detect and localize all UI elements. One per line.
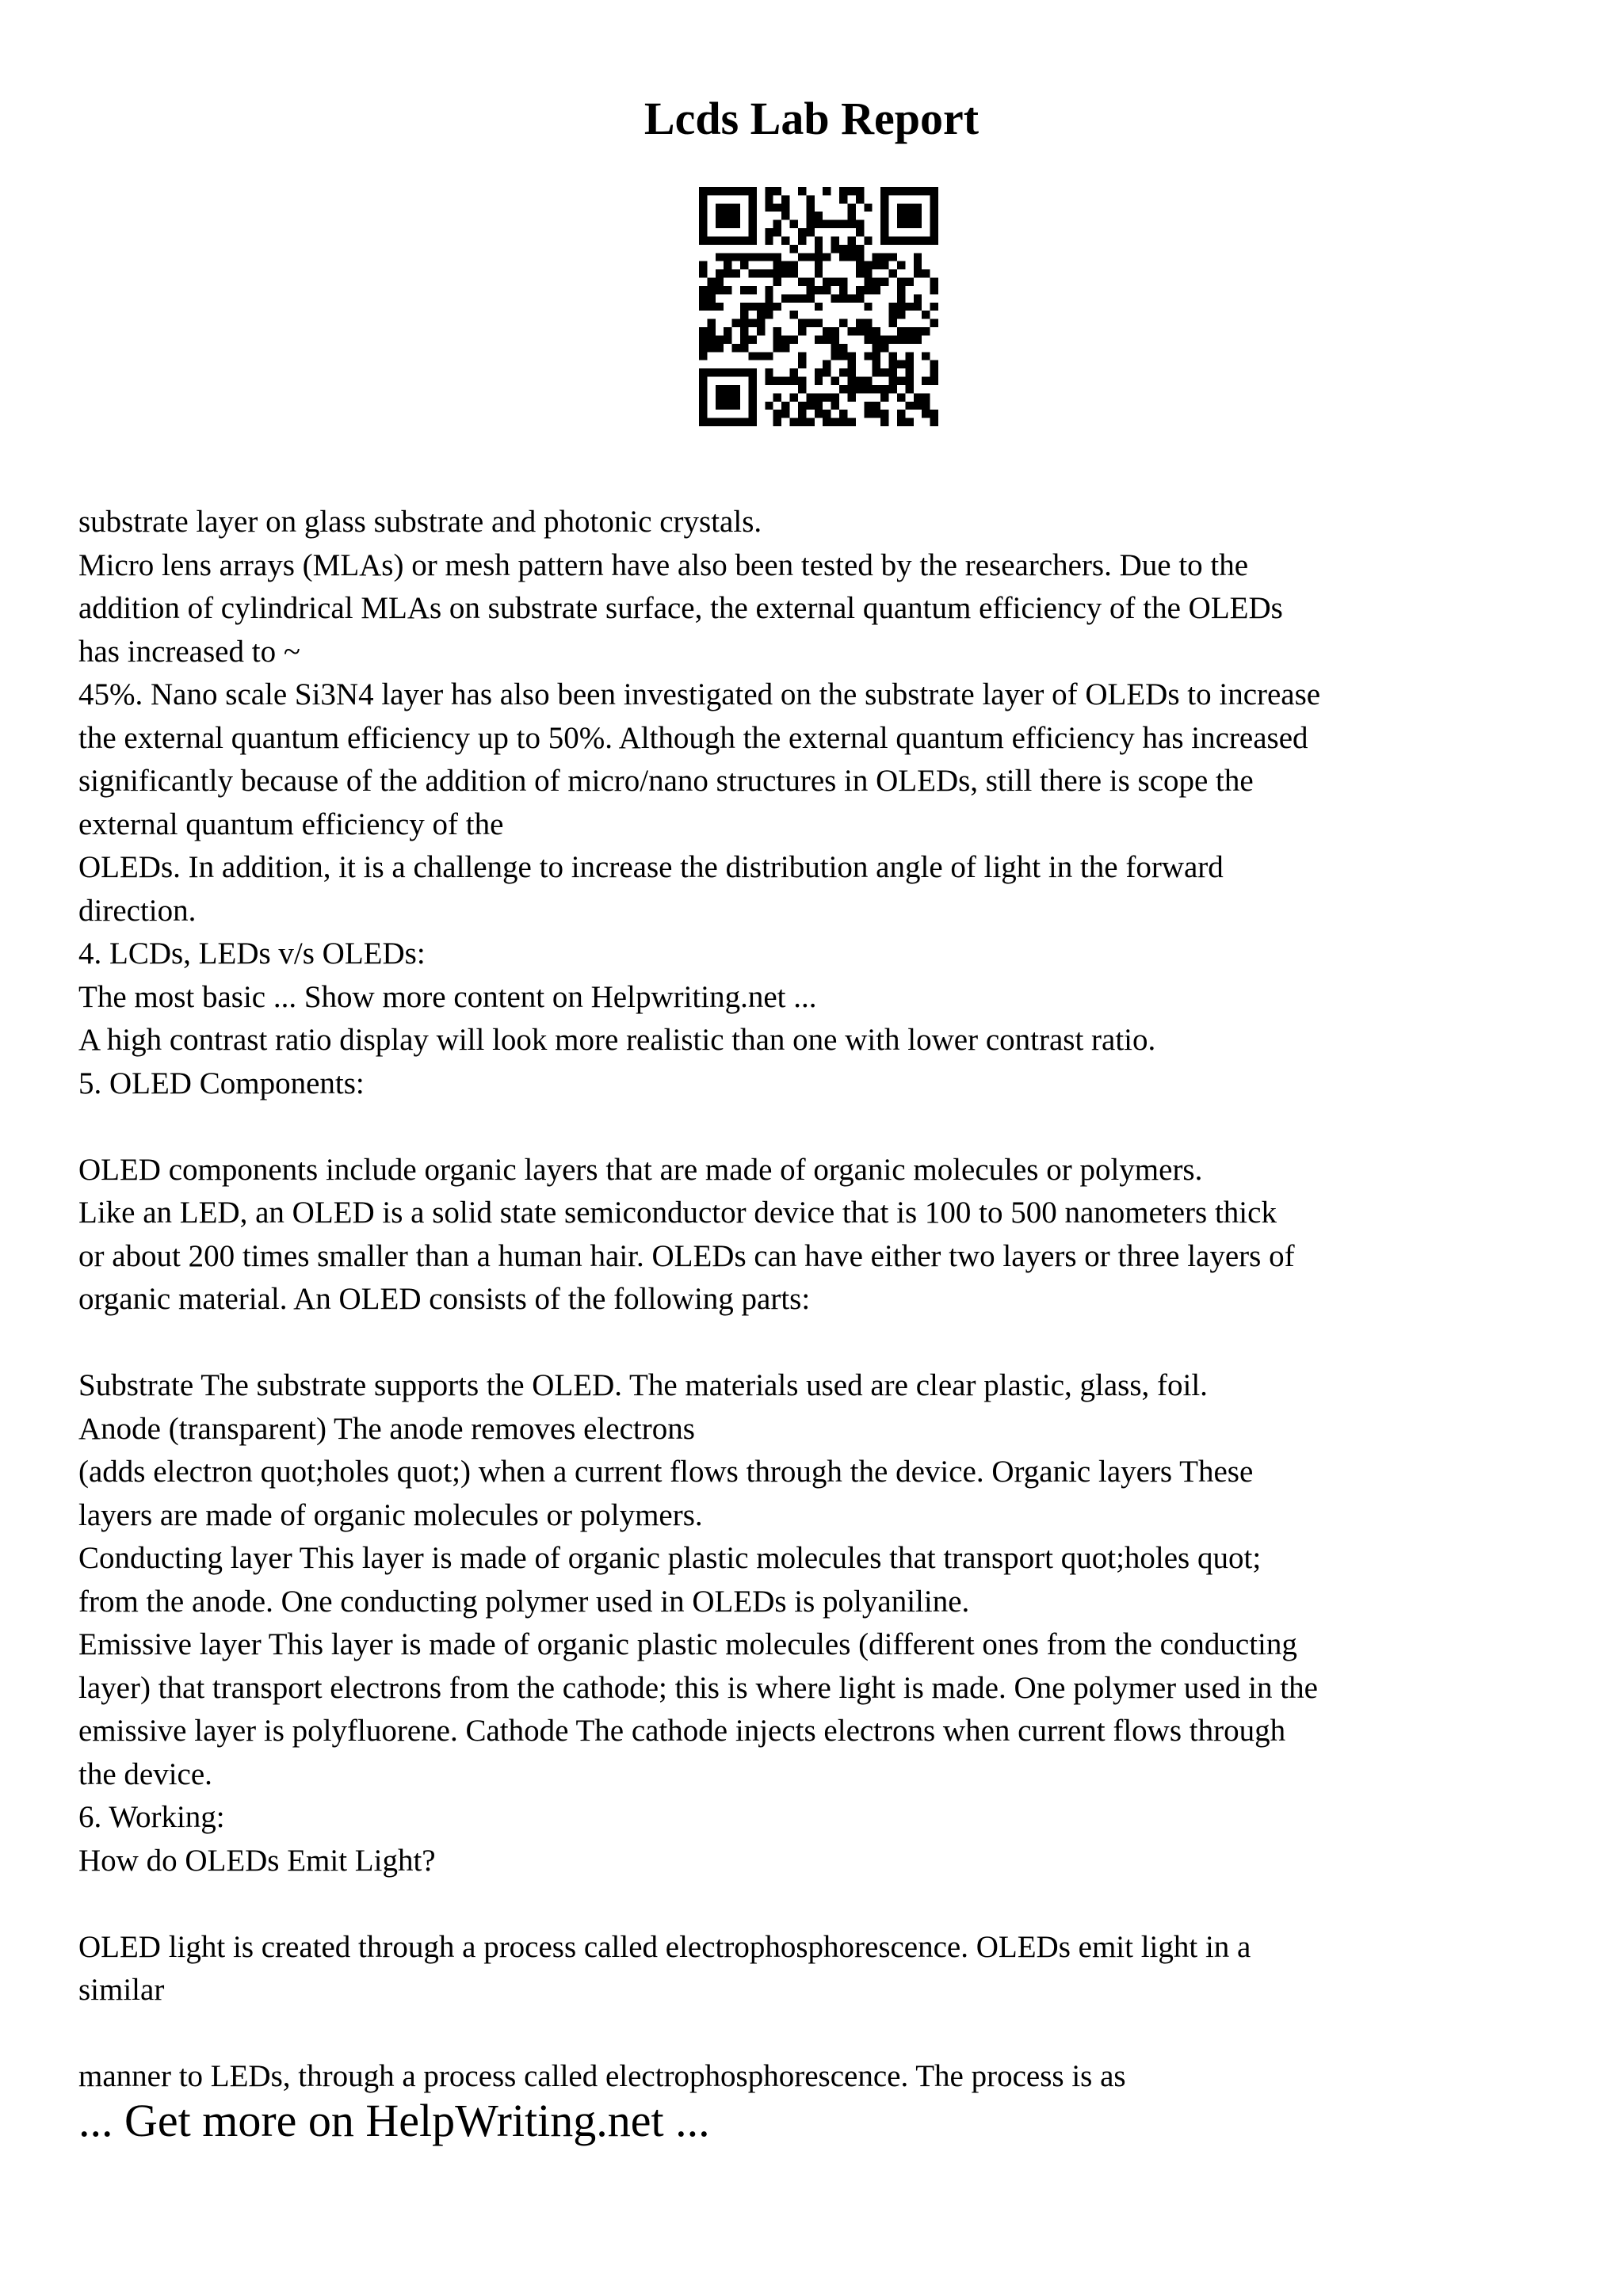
body-line: Micro lens arrays (MLAs) or mesh pattern have also been tested by the researchers. Due to the xyxy=(78,547,1249,582)
body-line: addition of cylindrical MLAs on substrate surface, the external quantum efficiency of the OLEDs xyxy=(78,591,1283,625)
body-line: layers are made of organic molecules or polymers. xyxy=(78,1497,703,1532)
body-line: significantly because of the addition of micro/nano structures in OLEDs, still there is scope the xyxy=(78,764,1254,798)
body-line: substrate layer on glass substrate and photonic crystals. xyxy=(78,505,762,539)
body-line: Anode (transparent) The anode removes electrons xyxy=(78,1411,695,1446)
body-line: Conducting layer This layer is made of organic plastic molecules that transport quot;holes quot; xyxy=(78,1541,1262,1575)
body-line: direction. xyxy=(78,893,197,928)
body-line: (adds electron quot;holes quot;) when a current flows through the device. Organic layers These xyxy=(78,1455,1254,1489)
body-line: or about 200 times smaller than a human hair. OLEDs can have either two layers or three layers of xyxy=(78,1238,1295,1273)
body-line: the external quantum efficiency up to 50%. Although the external quantum efficiency has increased xyxy=(78,720,1308,755)
body-line: similar xyxy=(78,1973,165,2007)
blank-line xyxy=(78,1882,1576,1926)
body-line: manner to LEDs, through a process called electrophosphorescence. The process is as xyxy=(78,2059,1126,2093)
page-title: Lcds Lab Report xyxy=(643,93,980,144)
body-line: emissive layer is polyfluorene. Cathode The cathode injects electrons when current flows through xyxy=(78,1714,1286,1748)
body-line: OLED light is created through a process called electrophosphorescence. OLEDs emit light in a xyxy=(78,1929,1251,1964)
body-line: from the anode. One conducting polymer used in OLEDs is polyaniline. xyxy=(78,1584,970,1619)
body-line: layer) that transport electrons from the cathode; this is where light is made. One polymer used in the xyxy=(78,1670,1318,1705)
body-line: 6. Working: xyxy=(78,1800,225,1834)
body-line: has increased to ~ xyxy=(78,634,300,669)
body-line: 45%. Nano scale Si3N4 layer has also been investigated on the substrate layer of OLEDs to increase xyxy=(78,677,1321,711)
body-line: The most basic ... Show more content on Helpwriting.net ... xyxy=(78,979,817,1014)
qr-code-icon xyxy=(699,187,938,426)
blank-line xyxy=(78,1105,1576,1149)
body-line: Like an LED, an OLED is a solid state semiconductor device that is 100 to 500 nanometers thick xyxy=(78,1196,1277,1230)
body-line: external quantum efficiency of the xyxy=(78,807,504,841)
body-line: organic material. An OLED consists of the following parts: xyxy=(78,1282,811,1316)
body-line: 4. LCDs, LEDs v/s OLEDs: xyxy=(78,936,426,971)
body-line: Substrate The substrate supports the OLED. The materials used are clear plastic, glass, foil. xyxy=(78,1368,1208,1402)
body-line: A high contrast ratio display will look more realistic than one with lower contrast ratio. xyxy=(78,1023,1156,1057)
footer-link[interactable]: ... Get more on HelpWriting.net ... xyxy=(78,2095,710,2146)
document-body xyxy=(78,501,1576,2099)
body-line: the device. xyxy=(78,1756,212,1791)
blank-line xyxy=(78,2012,1576,2056)
body-line: Emissive layer This layer is made of organic plastic molecules (different ones from the conducting xyxy=(78,1627,1297,1661)
body-line: OLEDs. In addition, it is a challenge to increase the distribution angle of light in the forward xyxy=(78,850,1224,884)
blank-line xyxy=(78,1322,1576,1365)
body-line: OLED components include organic layers that are made of organic molecules or polymers. xyxy=(78,1152,1203,1187)
body-line: 5. OLED Components: xyxy=(78,1066,365,1100)
body-line: How do OLEDs Emit Light? xyxy=(78,1843,436,1878)
